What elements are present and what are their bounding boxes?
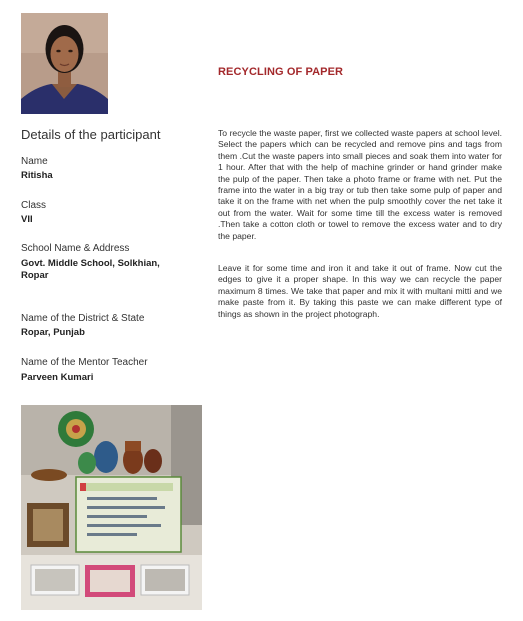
district-value: Ropar, Punjab [21,327,85,338]
article-title: RECYCLING OF PAPER [218,66,344,78]
class-value: VII [21,214,33,225]
class-label: Class [21,200,47,211]
school-value: Govt. Middle School, Solkhian, Ropar [21,258,160,281]
name-value: Ritisha [21,170,53,181]
project-photograph [21,405,202,610]
mentor-value: Parveen Kumari [21,372,94,383]
name-label: Name [21,156,48,167]
school-label: School Name & Address [21,243,130,254]
article-paragraph-1: To recycle the waste paper, first we collected waste papers at school level. Select the papers which can be recycled and remove pins and tags from them .Cut the waste papers into small pieces and soak them into water for 1 hour. After that with the help of machine grinder or hand grinder make the pulp of the paper. Then take a photo frame or frame with net. Put the frame into the water in a big tray or tub then take some pulp of paper and take it on the frame with net when the pulp smoothly cover the net take it out from the water. Wait for some time till the excess water is removed .Then take a cotton cloth or towel to remove the excess water and to dry the paper. [218,128,502,241]
mentor-label: Name of the Mentor Teacher [21,357,148,368]
details-heading: Details of the participant [21,127,161,142]
participant-photo [21,13,108,114]
district-label: Name of the District & State [21,313,145,324]
article-paragraph-2: Leave it for some time and iron it and take it out of frame. Now cut the edges to give it a proper shape. In this way we can recycle the paper maximum 8 times. We take that paper and mix it with multani mitti and we make paste from it. By taking this paste we can make different type of things as shown in the project photograph. [218,263,502,319]
